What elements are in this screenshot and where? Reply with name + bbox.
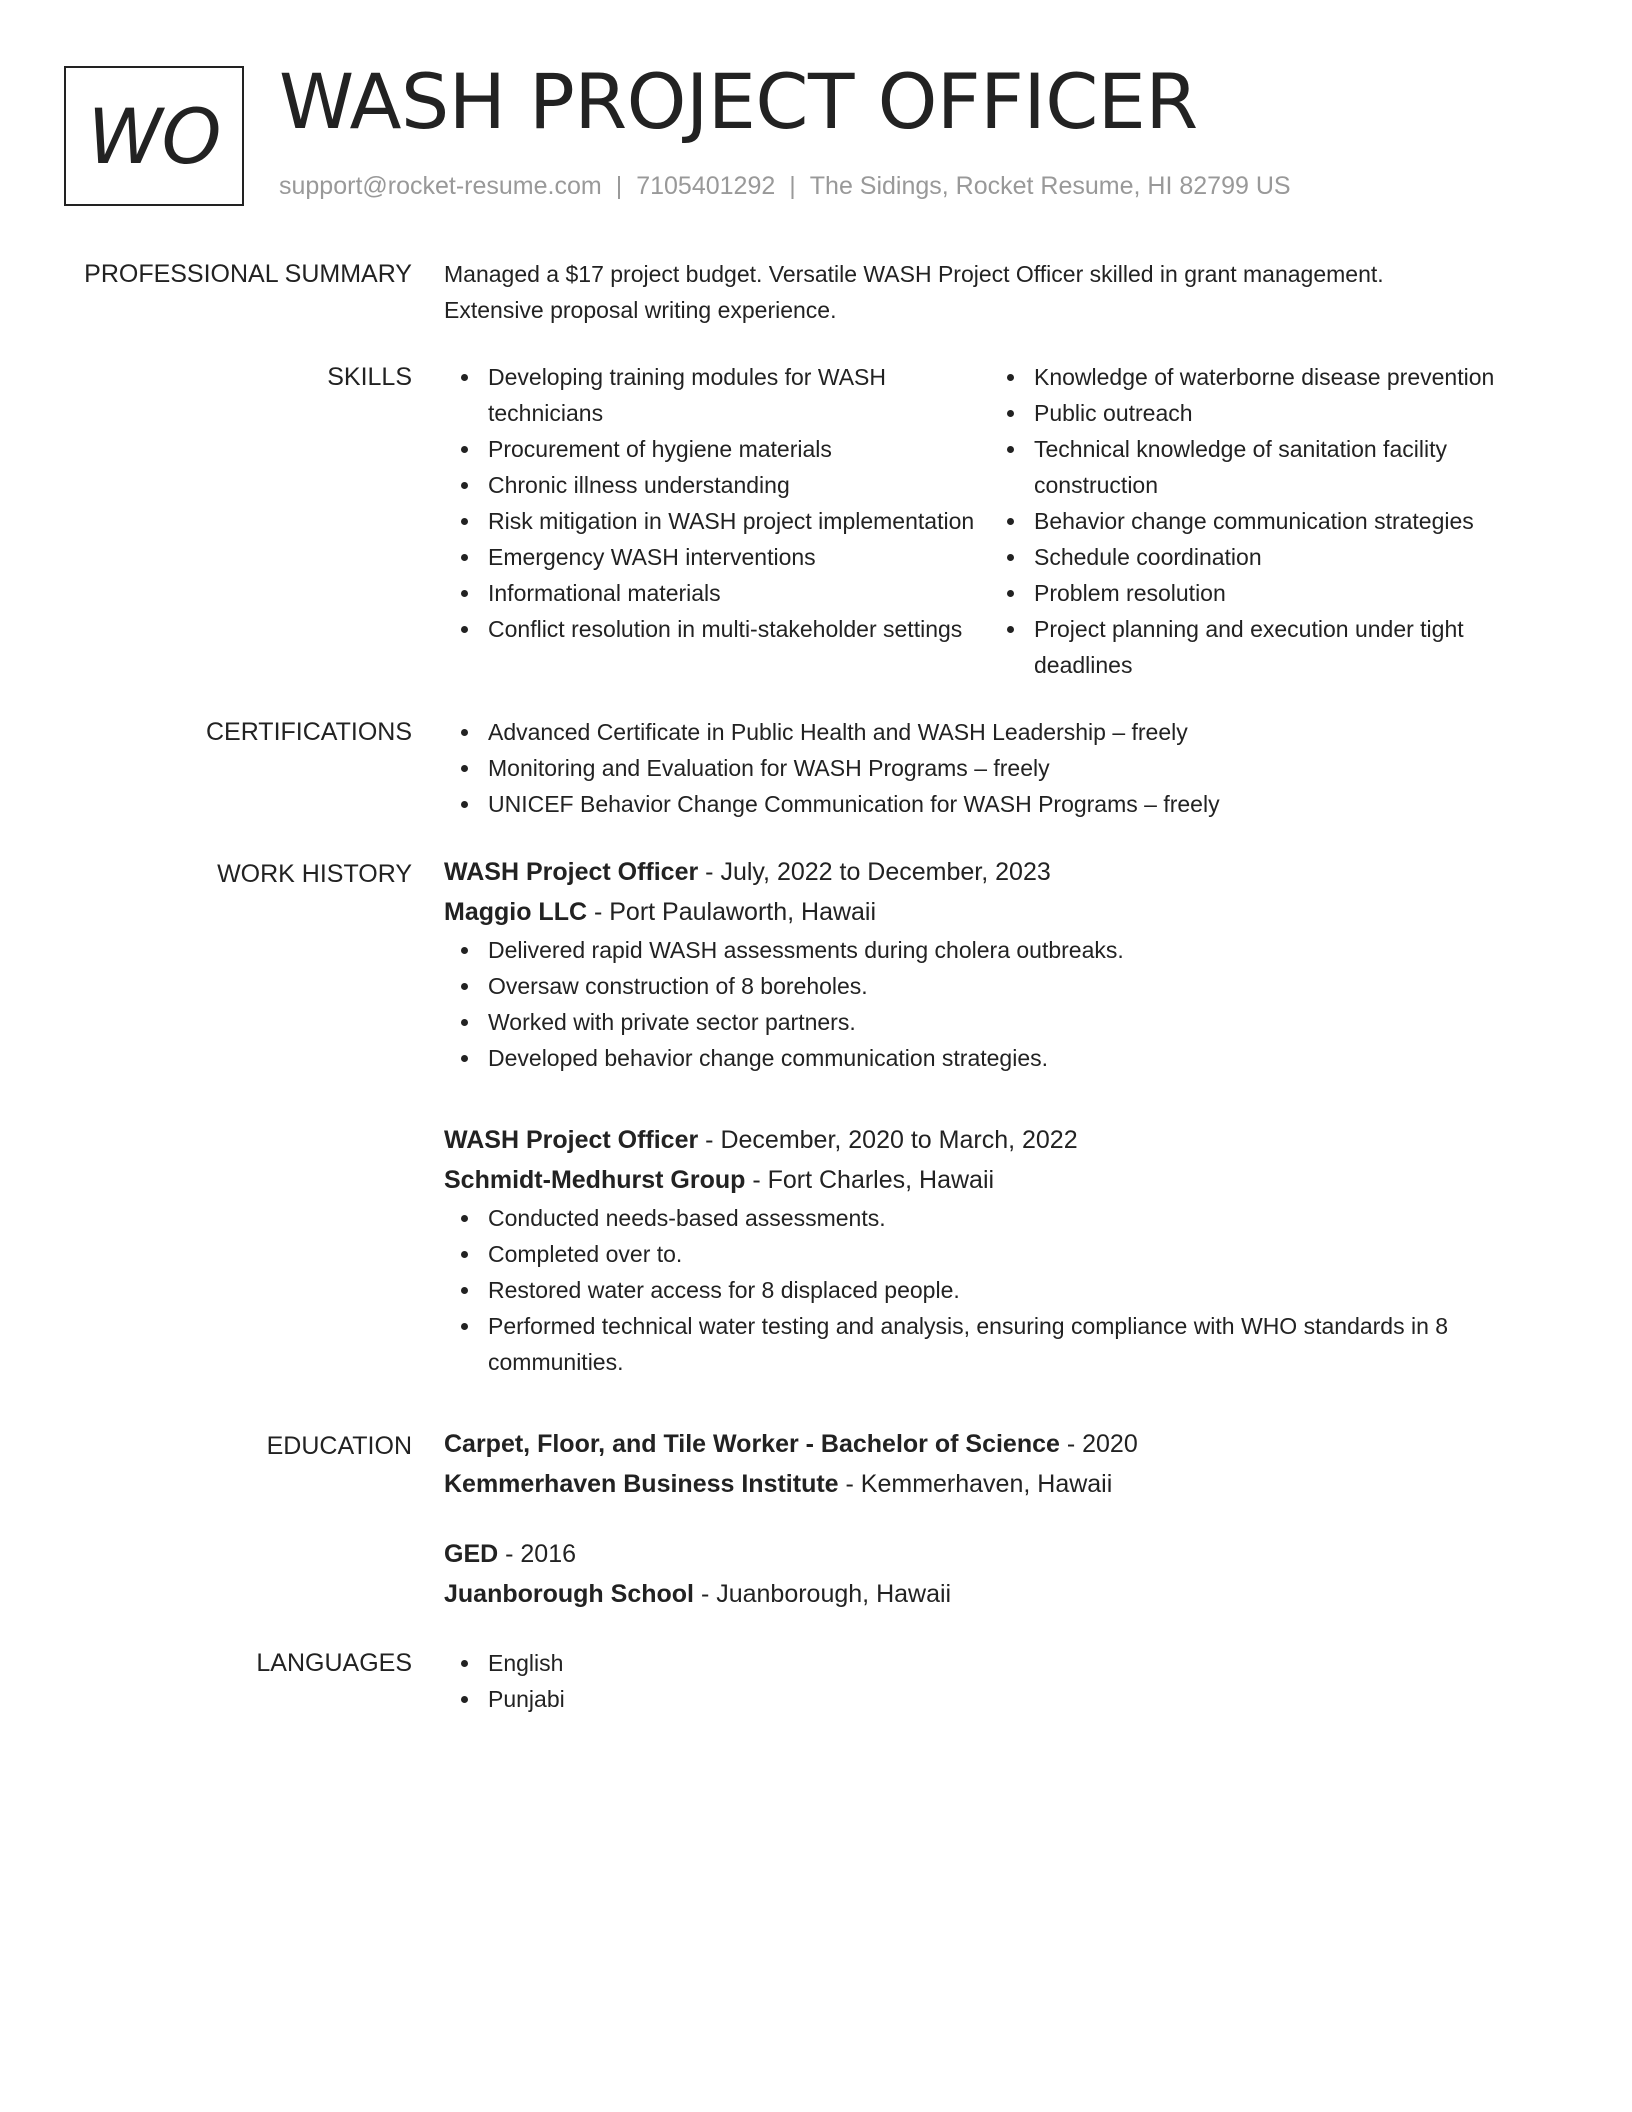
education-degree: Carpet, Floor, and Tile Worker - Bachelor of Science (444, 1430, 1060, 1458)
job-location: - Fort Charles, Hawaii (745, 1166, 995, 1194)
education-heading (444, 1534, 1544, 1574)
certifications-body (444, 714, 1544, 822)
skill-item: Schedule coordination (990, 539, 1530, 575)
skill-item: Knowledge of waterborne disease prevention (990, 359, 1530, 395)
job-title: WASH Project Officer (444, 858, 699, 886)
education-school-line (444, 1574, 1544, 1614)
section-heading: EDUCATION (266, 1432, 412, 1460)
contact-separator: | (615, 172, 623, 200)
contact-separator: | (789, 172, 796, 200)
languages-body (444, 1645, 1544, 1717)
job-company: Maggio LLC (444, 898, 588, 926)
education-year: - 2016 (498, 1540, 577, 1568)
section-heading: CERTIFICATIONS (205, 718, 412, 746)
education-school-line (444, 1464, 1544, 1504)
job-bullet: Oversaw construction of 8 boreholes. (444, 968, 1544, 1004)
skill-item: Procurement of hygiene materials (444, 431, 990, 467)
job-bullet: Restored water access for 8 displaced people. (444, 1272, 1544, 1308)
education-entry (444, 1534, 1544, 1614)
certifications-list (444, 714, 1544, 822)
job-location: - Port Paulaworth, Hawaii (587, 898, 877, 926)
job-heading (444, 1120, 1544, 1160)
job-company: Schmidt-Medhurst Group (444, 1166, 746, 1194)
summary-line: Extensive proposal writing experience. (444, 297, 837, 323)
job-entry (444, 852, 1544, 1076)
summary-line: Managed a $17 project budget. Versatile WASH Project Officer skilled in grant management. (444, 261, 1384, 287)
skills-list (444, 359, 1544, 683)
job-heading (444, 852, 1544, 892)
languages-list (444, 1645, 1544, 1717)
job-dates: - July, 2022 to December, 2023 (698, 858, 1051, 886)
contact-address: The Sidings, Rocket Resume, HI 82799 US (809, 172, 1291, 200)
skill-item: Informational materials (444, 575, 990, 611)
education-entry (444, 1424, 1544, 1504)
section-heading: LANGUAGES (256, 1649, 412, 1677)
skill-item: Behavior change communication strategies (990, 503, 1530, 539)
job-bullet-list (444, 1200, 1544, 1380)
education-school: Juanborough School (444, 1580, 694, 1608)
section-heading: SKILLS (327, 363, 412, 391)
education-location: - Juanborough, Hawaii (694, 1580, 952, 1608)
skill-item: Chronic illness understanding (444, 467, 990, 503)
skill-item: Emergency WASH interventions (444, 539, 990, 575)
certification-item: Monitoring and Evaluation for WASH Programs – freely (444, 750, 1544, 786)
section-heading: WORK HISTORY (217, 860, 412, 888)
job-bullet: Worked with private sector partners. (444, 1004, 1544, 1040)
skill-item: Conflict resolution in multi-stakeholder settings (444, 611, 990, 647)
job-bullet: Developed behavior change communication strategies. (444, 1040, 1544, 1076)
language-item: Punjabi (444, 1681, 1544, 1717)
skill-item: Technical knowledge of sanitation facility construction (990, 431, 1530, 503)
contact-phone[interactable]: 7105401292 (636, 172, 776, 200)
job-employer (444, 892, 1544, 932)
summary-text (444, 256, 1544, 328)
job-title: WASH Project Officer (444, 1126, 699, 1154)
education-year: - 2020 (1059, 1430, 1138, 1458)
contact-email[interactable]: support@rocket-resume.com (279, 172, 602, 200)
certification-item: UNICEF Behavior Change Communication for WASH Programs – freely (444, 786, 1544, 822)
language-item: English (444, 1645, 1544, 1681)
job-employer (444, 1160, 1544, 1200)
job-dates: - December, 2020 to March, 2022 (698, 1126, 1078, 1154)
job-bullet: Delivered rapid WASH assessments during cholera outbreaks. (444, 932, 1544, 968)
monogram-logo: WO (64, 66, 244, 206)
skill-item: Risk mitigation in WASH project implementation (444, 503, 990, 539)
certification-item: Advanced Certificate in Public Health and WASH Leadership – freely (444, 714, 1544, 750)
education-heading (444, 1424, 1544, 1464)
skill-item: Problem resolution (990, 575, 1530, 611)
contact-line (279, 172, 1291, 201)
job-bullet: Completed over to. (444, 1236, 1544, 1272)
education-school: Kemmerhaven Business Institute (444, 1470, 839, 1498)
skill-item: Developing training modules for WASH technicians (444, 359, 990, 431)
job-entry (444, 1120, 1544, 1380)
section-heading: PROFESSIONAL SUMMARY (84, 260, 412, 288)
job-bullet: Conducted needs-based assessments. (444, 1200, 1544, 1236)
job-bullet-list (444, 932, 1544, 1076)
education-degree: GED (444, 1540, 499, 1568)
skills-column-left (444, 359, 990, 683)
skill-item: Project planning and execution under tight deadlines (990, 611, 1530, 683)
education-location: - Kemmerhaven, Hawaii (838, 1470, 1113, 1498)
skill-item: Public outreach (990, 395, 1530, 431)
page-title: WASH PROJECT OFFICER (279, 57, 1198, 146)
job-bullet: Performed technical water testing and analysis, ensuring compliance with WHO standards in 8 communities. (444, 1308, 1544, 1380)
skills-column-right (990, 359, 1530, 683)
